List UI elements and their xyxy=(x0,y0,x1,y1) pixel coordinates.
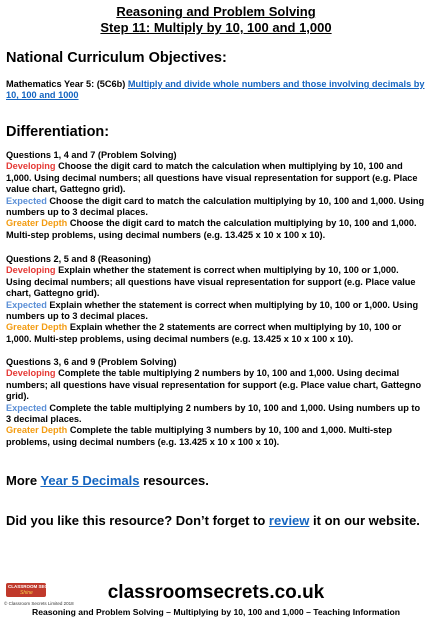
developing-label: Developing xyxy=(6,161,56,172)
group-title: Questions 2, 5 and 8 (Reasoning) xyxy=(6,254,151,264)
developing-text: Explain whether the statement is correct when multiplying by 10, 100 or 1,000. Using decimal numbers; all questions have visual representation for support (e.g. Place value chart, Gattegno grid). xyxy=(6,265,416,299)
expected-label: Expected xyxy=(6,402,47,413)
page-subtitle: Step 11: Multiply by 10, 100 and 1,000 xyxy=(100,20,332,35)
differentiation-heading: Differentiation: xyxy=(6,124,110,140)
question-group-2 xyxy=(6,254,426,345)
greater-depth-text: Complete the table multiplying 3 numbers by 10, 100 and 1,000. Multi-step problems, using decimal numbers (e.g. 13.425 x 10 x 100 x 10). xyxy=(6,425,392,447)
year5-decimals-link[interactable]: Year 5 Decimals xyxy=(40,473,140,488)
more-resources xyxy=(6,473,209,488)
greater-depth-text: Choose the digit card to match the calculation multiplying by 10, 100 and 1,000. Multi-step problems, using decimal numbers (e.g. 13.425 x 10 x 100 x 10). xyxy=(6,218,417,240)
logo-line1: CLASSROOM SECRETS xyxy=(8,584,60,589)
greater-depth-label: Greater Depth xyxy=(6,425,68,436)
page-title: Reasoning and Problem Solving xyxy=(116,4,316,19)
greater-depth-line xyxy=(6,425,426,448)
group-title: Questions 1, 4 and 7 (Problem Solving) xyxy=(6,150,177,160)
developing-label: Developing xyxy=(6,265,56,276)
review-suffix: it on our website. xyxy=(309,513,420,528)
developing-line xyxy=(6,368,426,402)
review-link[interactable]: review xyxy=(268,513,310,528)
objectives-prefix: Mathematics Year 5: (5C6b) xyxy=(6,79,128,89)
review-prompt xyxy=(6,513,420,528)
more-prefix: More xyxy=(6,473,41,488)
greater-depth-line xyxy=(6,218,426,241)
developing-line xyxy=(6,161,426,195)
developing-text: Complete the table multiplying 2 numbers by 10, 100 and 1,000. Using decimal numbers; all questions have visual representation for support (e.g. Place value chart, Gattegno grid). xyxy=(6,368,422,402)
review-prefix: Did you like this resource? Don’t forget to xyxy=(6,513,269,528)
more-suffix: resources. xyxy=(139,473,209,488)
footer-caption: Reasoning and Problem Solving – Multiplying by 10, 100 and 1,000 – Teaching Information xyxy=(31,607,401,617)
group-title: Questions 3, 6 and 9 (Problem Solving) xyxy=(6,357,177,367)
question-group-1 xyxy=(6,150,426,241)
expected-text: Choose the digit card to match the calculation multiplying by 10, 100 and 1,000. Using numbers up to 3 decimal places. xyxy=(6,195,425,218)
expected-text: Explain whether the statement is correct when multiplying by 10, 100 or 1,000. Using numbers up to 3 decimal places. xyxy=(6,299,419,322)
developing-label: Developing xyxy=(6,368,56,379)
copyright-text: © Classroom Secrets Limited 2018 xyxy=(4,601,74,606)
question-group-3 xyxy=(6,357,426,448)
objectives-link[interactable]: Multiply and divide whole numbers and those involving decimals by 10, 100 and 1000 xyxy=(6,79,425,101)
greater-depth-label: Greater Depth xyxy=(6,322,68,333)
expected-label: Expected xyxy=(6,299,47,310)
expected-label: Expected xyxy=(6,195,47,206)
expected-text: Complete the table multiplying 2 numbers by 10, 100 and 1,000. Using numbers up to 3 decimal places. xyxy=(6,402,421,425)
objectives-heading: National Curriculum Objectives: xyxy=(6,50,227,66)
greater-depth-line xyxy=(6,322,426,345)
developing-text: Choose the digit card to match the calculation when multiplying by 10, 100 and 1,000. Using decimal numbers; all questions have visual representation for support (e.g. Place value chart, Gattegno grid). xyxy=(6,161,418,195)
expected-line xyxy=(6,196,426,219)
website-name: classroomsecrets.co.uk xyxy=(107,582,325,603)
logo-line2: Shine xyxy=(20,590,33,596)
developing-line xyxy=(6,265,426,299)
expected-line xyxy=(6,300,426,323)
objectives-text xyxy=(6,79,426,102)
expected-line xyxy=(6,403,426,426)
greater-depth-label: Greater Depth xyxy=(6,218,68,229)
greater-depth-text: Explain whether the 2 statements are correct when multiplying by 10, 100 or 1,000. Multi-step problems, using decimal numbers (e.g. 13.425 x 10 x 100 x 10). xyxy=(6,322,402,344)
